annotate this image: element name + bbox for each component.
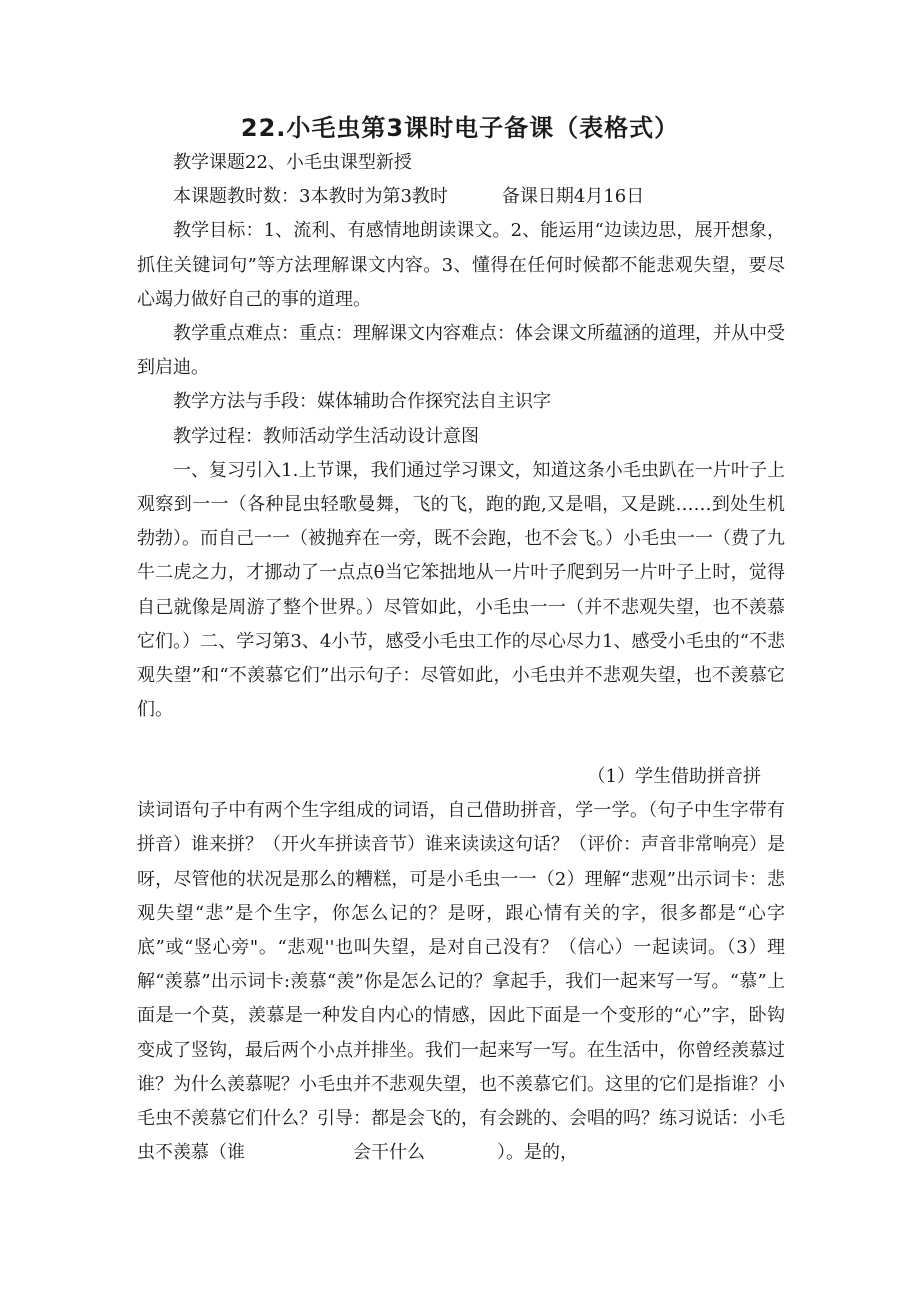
paragraph-key-points: 教学重点难点：重点：理解课文内容难点：体会课文所蕴涵的道理，并从中受到启迪。 — [137, 323, 785, 379]
paragraph-student-activity: 读词语句子中有两个生字组成的词语，自己借助拼音，学一学。（句子中生字带有拼音）谁来拼？（开火车拼读音节）谁来读读这句话？（评价：声音非常响亮）是呀，尽管他的状况是那么的糟糕，可是小毛虫一一（2）理解“悲观”出示词卡：悲观失望“悲”是个生字，你怎么记的？是呀，跟心情有关的字，很多都是“心字底”或“竖心旁"。“悲观''也叫失望，是对自己没有？（信心）一起读词。（3）理解“羡慕”出示词卡:羡慕“羡”你是怎么记的？拿起手，我们一起来写一写。“慕”上面是一个莫，羡慕是一种发自内心的情感，因此下面是一个变形的“心”字，卧钩变成了竖钩，最后两个小点并排坐。我们一起来写一写。在生活中，你曾经羡慕过谁？为什么羡慕呢？小毛虫并不悲观失望，也不羡慕它们。这里的它们是指谁？小毛虫不羡慕它们什么？引导：都是会飞的，有会跳的、会唱的吗？练习说话：小毛虫不羡慕（谁 会干什么 ）。是的， — [137, 800, 785, 1164]
document-body-bottom — [137, 760, 785, 1170]
paragraph-review-intro: 一、复习引入1.上节课，我们通过学习课文，知道这条小毛虫趴在一片叶子上观察到一一（各种昆虫轻歌曼舞，飞的飞，跑的跑,又是唱，又是跳……到处生机勃勃）。而自己一一（被抛弃在一旁，既不会跑，也不会飞。）小毛虫一一（费了九牛二虎之力，才挪动了一点点θ当它笨拙地从一片叶子爬到另一片叶子上时，觉得自己就像是周游了整个世界。）尽管如此，小毛虫一一（并不悲观失望，也不羡慕它们。）二、学习第3、4小节，感受小毛虫工作的尽心尽力1、感受小毛虫的“不悲观失望”和“不羡慕它们”出示句子：尽管如此，小毛虫并不悲观失望，也不羡慕它们。 — [137, 459, 785, 721]
document-body-top — [137, 146, 785, 727]
paragraph-lesson-hours: 本课题教时数：3本教时为第3教时 备课日期4月16日 — [173, 186, 645, 208]
paragraph-methods: 教学方法与手段：媒体辅助合作探究法自主识字 — [173, 391, 551, 413]
paragraph-teaching-goals: 教学目标：1、流利、有感情地朗读课文。2、能运用“边读边思，展开想象，抓住关键词句”等方法理解课文内容。3、懂得在任何时候都不能悲观失望，要尽心竭力做好自己的事的道理。 — [137, 220, 785, 310]
student-activity-line: （1）学生借助拼音拼 — [587, 766, 761, 787]
paragraph-lesson-topic: 教学课题22、小毛虫课型新授 — [173, 152, 412, 173]
paragraph-process: 教学过程：教师活动学生活动设计意图 — [173, 425, 479, 447]
document-title: 22.小毛虫第3课时电子备课（表格式） — [240, 114, 680, 142]
